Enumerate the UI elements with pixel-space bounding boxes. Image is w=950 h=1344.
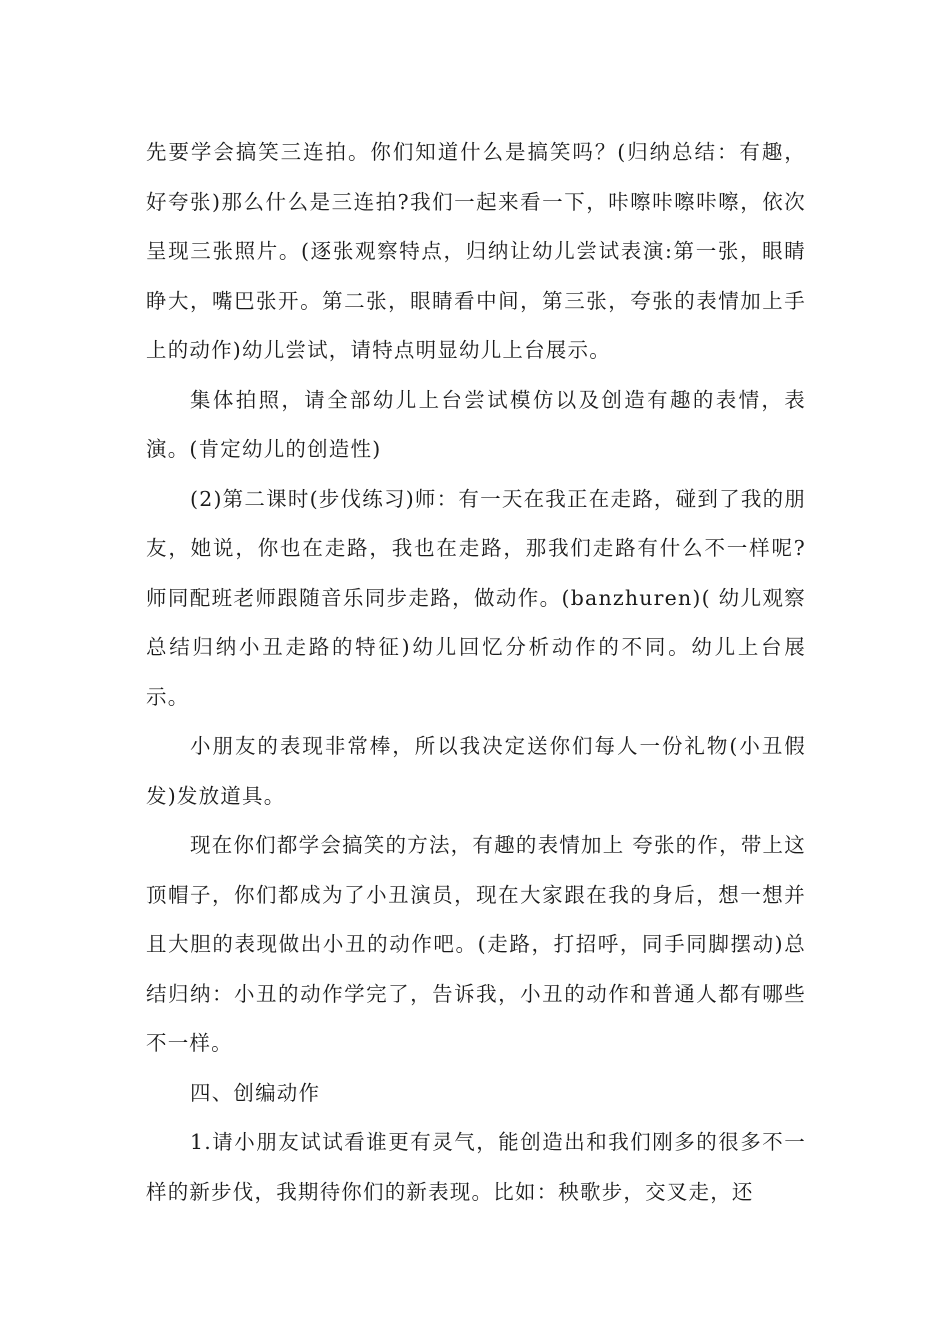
paragraph-6: 1.请小朋友试试看谁更有灵气，能创造出和我们刚多的很多不一样的新步伐，我期待你们的新表现。比如：秧歌步，交叉走，还 <box>146 1130 806 1204</box>
paragraph-2: 集体拍照，请全部幼儿上台尝试模仿以及创造有趣的表情，表演。(肯定幼儿的创造性) <box>146 387 806 461</box>
paragraph-4: 小朋友的表现非常棒，所以我决定送你们每人一份礼物(小丑假发)发放道具。 <box>146 734 806 808</box>
paragraph-5: 现在你们都学会搞笑的方法，有趣的表情加上 夸张的作，带上这顶帽子，你们都成为了小丑演员，现在大家跟在我的身后，想一想并且大胆的表现做出小丑的动作吧。(走路，打招呼，同手同脚摆动)总结归纳：小丑的动作学完了，告诉我，小丑的动作和普通人都有哪些不一样。 <box>146 833 806 1055</box>
paragraph-1: 先要学会搞笑三连拍。你们知道什么是搞笑吗？(归纳总结：有趣，好夸张)那么什么是三连拍?我们一起来看一下，咔嚓咔嚓咔嚓，依次呈现三张照片。(逐张观察特点，归纳让幼儿尝试表演:第一张，眼睛睁大，嘴巴张开。第二张，眼睛看中间，第三张，夸张的表情加上手上的动作)幼儿尝试，请特点明显幼儿上台展示。 <box>146 140 806 362</box>
paragraph-3: (2)第二课时(步伐练习)师：有一天在我正在走路，碰到了我的朋友，她说，你也在走路，我也在走路，那我们走路有什么不一样呢?师同配班老师跟随音乐同步走路，做动作。(banzhuren)( 幼儿观察 总结归纳小丑走路的特征)幼儿回忆分析动作的不同。幼儿上台展示。 <box>146 486 806 709</box>
document-body <box>146 128 806 1217</box>
section-heading-4: 四、创编动作 <box>190 1080 321 1105</box>
